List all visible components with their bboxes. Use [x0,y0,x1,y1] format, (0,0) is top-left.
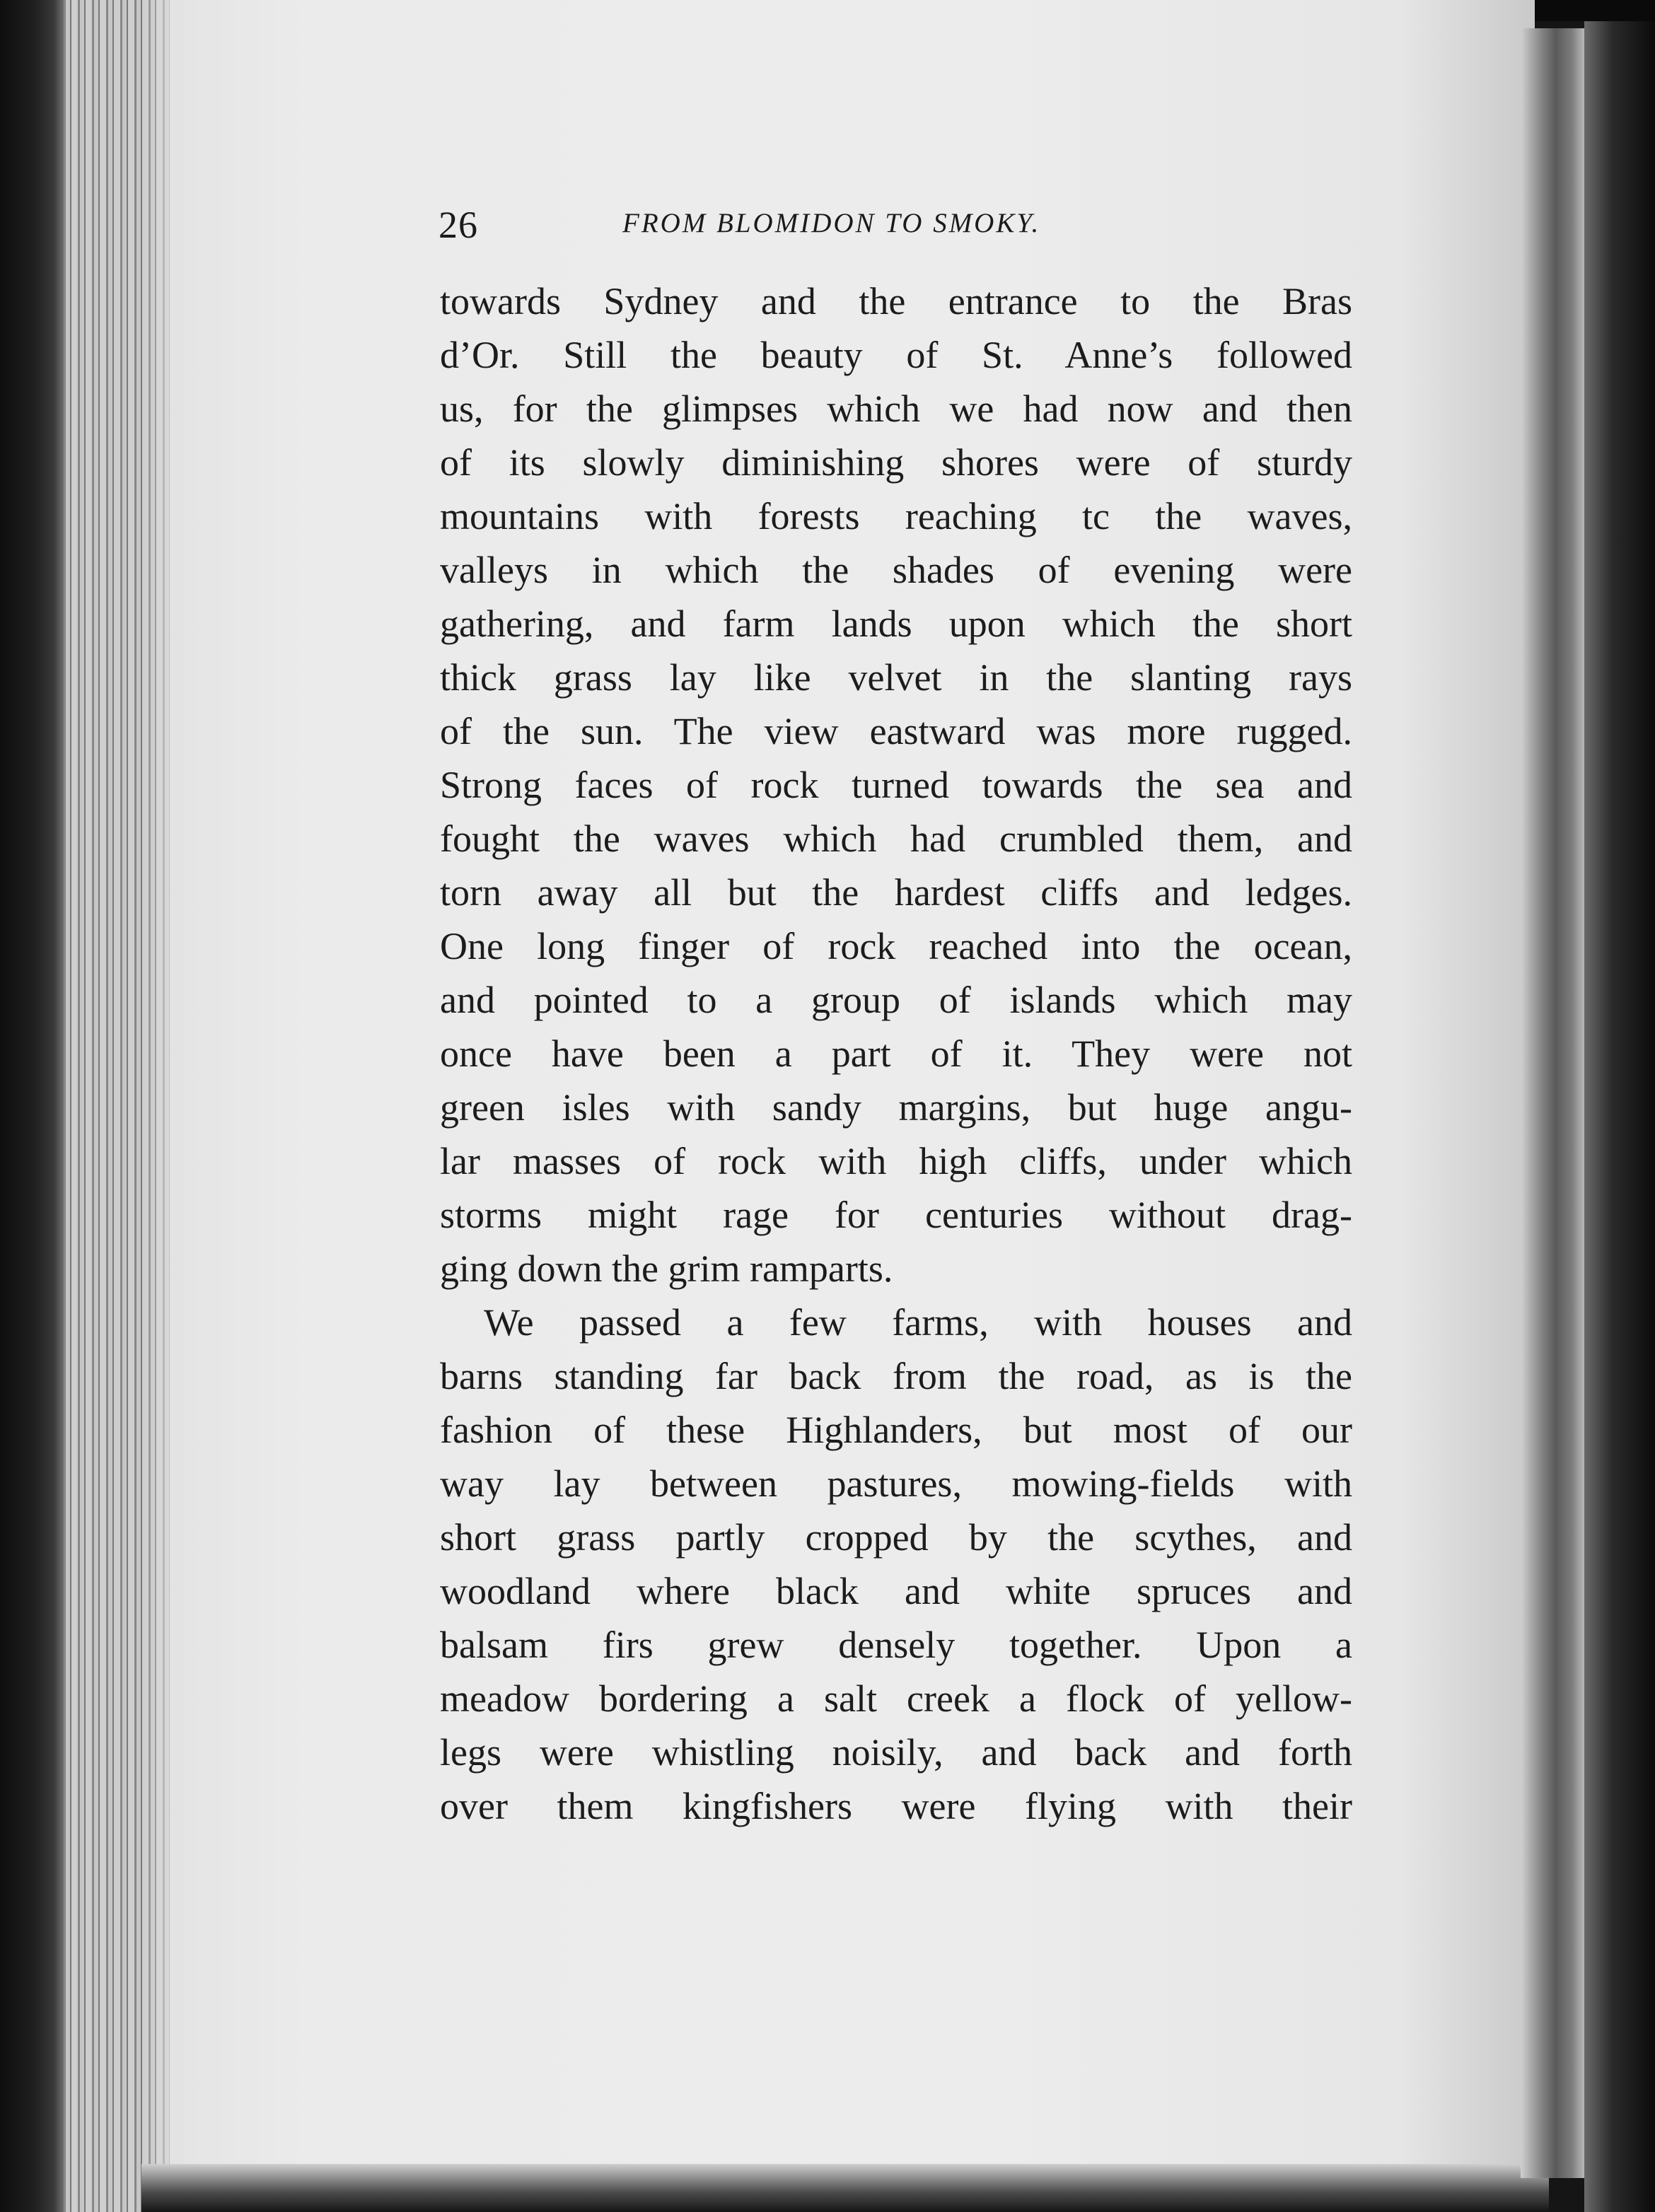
text-line: once have been a part of it. They were not [440,1032,1352,1075]
text-line: meadow bordering a salt creek a flock of yellow- [440,1677,1352,1720]
page-bottom-shadow [141,2164,1549,2212]
page-number: 26 [439,204,478,246]
top-right-dark-strip [1535,0,1655,21]
text-line: valleys in which the shades of evening were [440,549,1352,591]
text-line: over them kingfishers were flying with their [440,1785,1352,1827]
text-line: us, for the glimpses which we had now and then [440,388,1352,430]
text-line: of its slowly diminishing shores were of sturdy [440,441,1352,484]
text-line: of the sun. The view eastward was more rugged. [440,710,1352,752]
running-head-title: FROM BLOMIDON TO SMOKY. [622,208,1041,238]
left-scan-border [0,0,64,2212]
text-line: woodland where black and white spruces and [440,1570,1352,1612]
right-scan-border [1584,0,1655,2212]
text-line: and pointed to a group of islands which may [440,979,1352,1021]
body-text [440,274,1352,1833]
text-line: barns standing far back from the road, as is the [440,1355,1352,1397]
binding-gutter-shadow [1521,28,1584,2178]
text-line: d’Or. Still the beauty of St. Anne’s followed [440,334,1352,376]
text-line: ging down the grim ramparts. [440,1247,893,1290]
paragraph [440,274,1352,1296]
text-line: Strong faces of rock turned towards the sea and [440,764,1352,806]
text-line: short grass partly cropped by the scythes, and [440,1516,1352,1559]
text-line: mountains with forests reaching tc the waves, [440,495,1352,537]
text-line: gathering, and farm lands upon which the short [440,603,1352,645]
running-head [439,203,1358,252]
text-line: way lay between pastures, mowing-fields with [440,1462,1352,1505]
text-line: storms might rage for centuries without drag- [440,1194,1352,1236]
text-line: lar masses of rock with high cliffs, under which [440,1140,1352,1182]
text-line: fashion of these Highlanders, but most of our [440,1409,1352,1451]
paragraph [440,1296,1352,1833]
text-line: towards Sydney and the entrance to the Bras [440,280,1352,322]
text-line: green isles with sandy margins, but huge angu- [440,1086,1352,1129]
text-line: balsam firs grew densely together. Upon a [440,1624,1352,1666]
text-line: thick grass lay like velvet in the slanting rays [440,656,1352,699]
text-line: torn away all but the hardest cliffs and ledges. [440,871,1352,914]
text-line: fought the waves which had crumbled them, and [440,817,1352,860]
text-line: One long finger of rock reached into the ocean, [440,925,1352,967]
text-line: We passed a few farms, with houses and [484,1301,1352,1344]
page-edge-fade [141,0,184,2212]
text-line: legs were whistling noisily, and back and forth [440,1731,1352,1774]
